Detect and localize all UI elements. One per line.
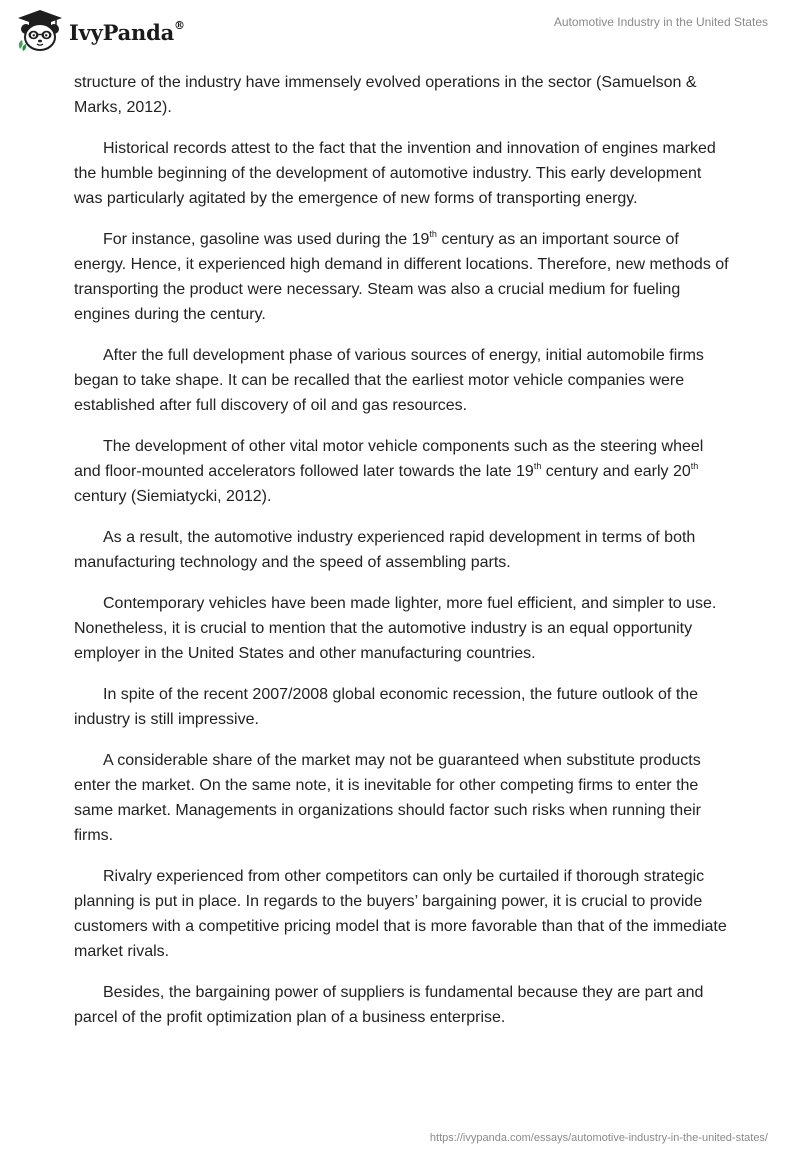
paragraph-9: A considerable share of the market may not be guaranteed when substitute products enter the market. On the same note, it is inevitable for other competing firms to enter the same market. Managements in organizations should factor such risks when running their firms. [74,752,701,844]
paragraph-6: As a result, the automotive industry experienced rapid development in terms of both manufacturing technology and the speed of assembling parts. [74,529,696,571]
brand-name: IvyPanda® [69,18,185,45]
paragraph-8: In spite of the recent 2007/2008 global economic recession, the future outlook of the industry is still impressive. [74,686,699,728]
paragraph-10: Rivalry experienced from other competitors can only be curtailed if thorough strategic planning is put in place. In regards to the buyers’ bargaining power, it is crucial to provide customers with a competitive pricing model that is more favorable than that of the immediate market rivals. [74,868,727,960]
ivypanda-logo[interactable] [16,9,185,53]
paragraph-3: For instance, gasoline was used during the 19th century as an important source of energy. Hence, it experienced high demand in different locations. Therefore, new methods of transporting the product were necessary. Steam was also a crucial medium for fueling engines during the century. [74,228,729,323]
essay-body [74,70,734,1046]
source-url-link[interactable]: https://ivypanda.com/essays/automotive-industry-in-the-united-states/ [429,1132,768,1144]
paragraph-7: Contemporary vehicles have been made lighter, more fuel efficient, and simpler to use. Nonetheless, it is crucial to mention that the automotive industry is an equal opportunity employer in the United States and other manufacturing countries. [74,595,717,662]
document-title: Automotive Industry in the United States [553,15,768,29]
paragraph-2: Historical records attest to the fact that the invention and innovation of engines marked the humble beginning of the development of automotive industry. This early development was particularly agitated by the emergence of new forms of transporting energy. [74,140,716,207]
paragraph-4: After the full development phase of various sources of energy, initial automobile firms began to take shape. It can be recalled that the earliest motor vehicle companies were established after full discovery of oil and gas resources. [74,347,704,414]
paragraph-5: The development of other vital motor vehicle components such as the steering wheel and floor-mounted accelerators followed later towards the late 19th century and early 20th century (Siemiatycki, 2012). [74,438,704,505]
page-header [0,0,800,70]
paragraph-11: Besides, the bargaining power of suppliers is fundamental because they are part and parcel of the profit optimization plan of a business enterprise. [74,984,704,1026]
paragraph-1: structure of the industry have immensely evolved operations in the sector (Samuelson & Marks, 2012). [74,74,697,116]
panda-graduate-icon [16,9,64,53]
